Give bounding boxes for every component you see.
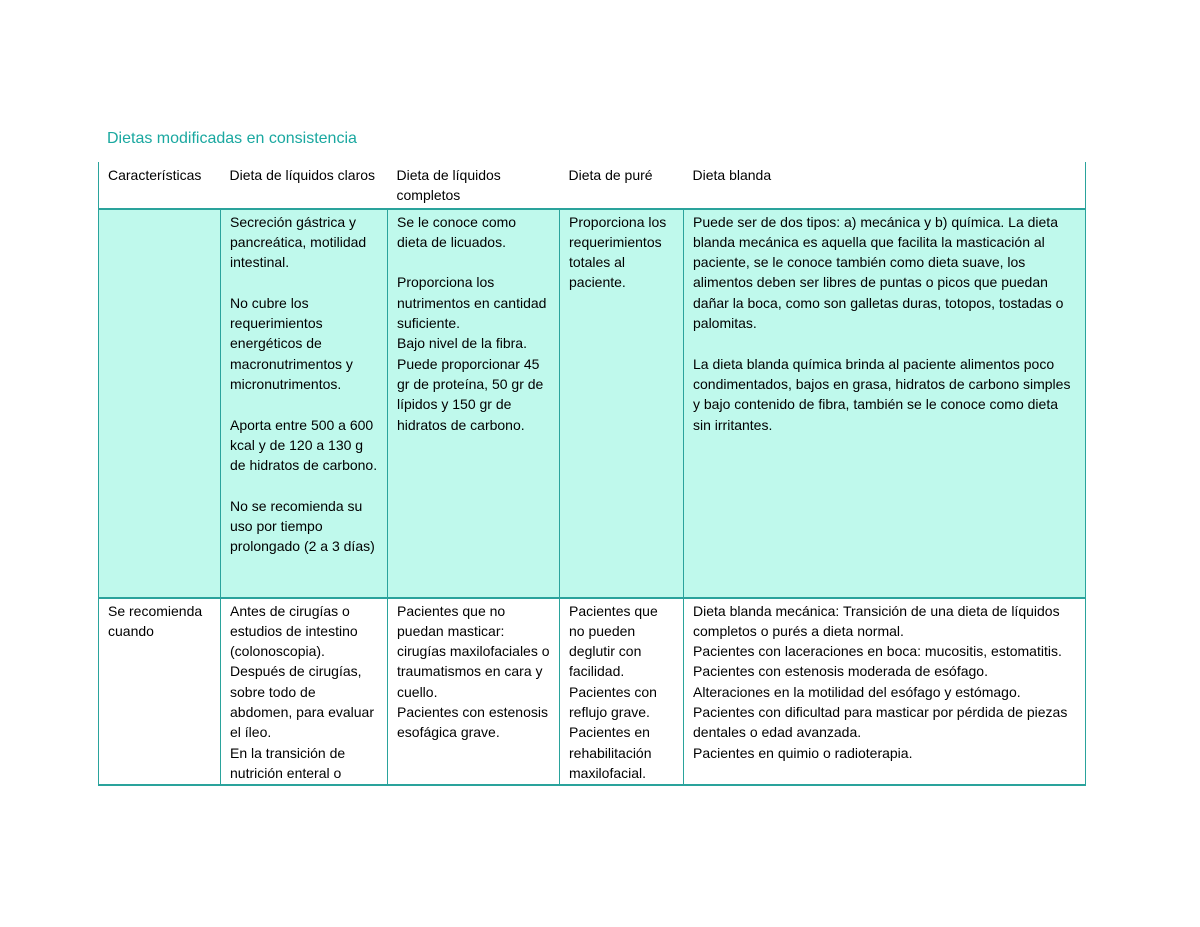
header-label: Características xyxy=(108,167,202,183)
row-label xyxy=(99,209,221,598)
document-title: Dietas modificadas en consistencia xyxy=(107,130,357,147)
table-cell xyxy=(684,598,1086,786)
table-row xyxy=(99,209,1086,598)
cell-text: Secreción gástrica y pancreática, motilidad intestinal. No cubre los requerimientos energéticos de macronutrimentos y micronutrimentos. Aporta entre 500 a 600 kcal y de 120 a 130 g de hidratos de carbono. No se recomienda su uso por tiempo prolongado (2 a 3 días) xyxy=(230,213,378,555)
header-label: Dieta de puré xyxy=(568,167,653,183)
header-blanda xyxy=(684,162,1086,209)
cell-text: Puede ser de dos tipos: a) mecánica y b) química. La dieta blanda mecánica es aquella que facilita la masticación al paciente, se le conoce también como dieta suave, los alimentos deben ser libres de puntas o picos que puedan dañar la boca, como son galletas duras, totopos, tostadas o palomitas. La dieta blanda química brinda al paciente alimentos poco condimentados, bajos en grasa, hidratos de carbono simples y bajo contenido de fibra, también se le conoce como dieta sin irritantes. xyxy=(693,213,1071,433)
table-cell xyxy=(560,598,684,786)
header-label: Dieta de líquidos claros xyxy=(229,167,376,183)
table-header-row xyxy=(99,162,1086,209)
header-liquidos-claros xyxy=(221,162,388,209)
table-cell xyxy=(221,209,388,598)
cell-text: Pacientes que no pueden deglutir con facilidad. Pacientes con reflujo grave. Pacientes en rehabilitación maxilofacial. xyxy=(569,602,658,781)
table-cell xyxy=(684,209,1086,598)
table-cell xyxy=(388,209,560,598)
cell-text: Dieta blanda mecánica: Transición de una dieta de líquidos completos o purés a dieta normal. Pacientes con laceraciones en boca: mucositis, estomatitis. Pacientes con estenosis moderada de esófago. Alteraciones en la motilidad del esófago y estómago. Pacientes con dificultad para masticar por pérdida de piezas dentales o edad avanzada. Pacientes en quimio o radioterapia. xyxy=(693,602,1068,761)
cell-text: Proporciona los requerimientos totales al paciente. xyxy=(569,213,667,291)
header-label: Dieta blanda xyxy=(692,167,772,183)
table-cell xyxy=(221,598,388,786)
table-cell xyxy=(388,598,560,786)
cell-text: Se le conoce como dieta de licuados. Proporciona los nutrimentos en cantidad suficiente. Bajo nivel de la fibra. Puede proporcionar 45 gr de proteína, 50 gr de lípidos y 150 gr de hidratos de carbono. xyxy=(397,213,547,433)
row-label-text: Se recomienda cuando xyxy=(108,602,203,639)
cell-text: Pacientes que no puedan masticar: cirugías maxilofaciales o traumatismos en cara y cuello. Pacientes con estenosis esofágica grave. xyxy=(397,602,550,741)
header-liquidos-completos xyxy=(388,162,560,209)
diet-table xyxy=(98,162,1086,786)
table-cell xyxy=(560,209,684,598)
row-label xyxy=(99,598,221,786)
cell-text: Antes de cirugías o estudios de intestino (colonoscopia). Después de cirugías, sobre todo de abdomen, para evaluar el íleo. En la transición de nutrición enteral o xyxy=(230,602,374,781)
header-label: Dieta de líquidos completos xyxy=(396,167,501,204)
table-row xyxy=(99,598,1086,786)
header-caracteristicas xyxy=(99,162,221,209)
header-pure xyxy=(560,162,684,209)
